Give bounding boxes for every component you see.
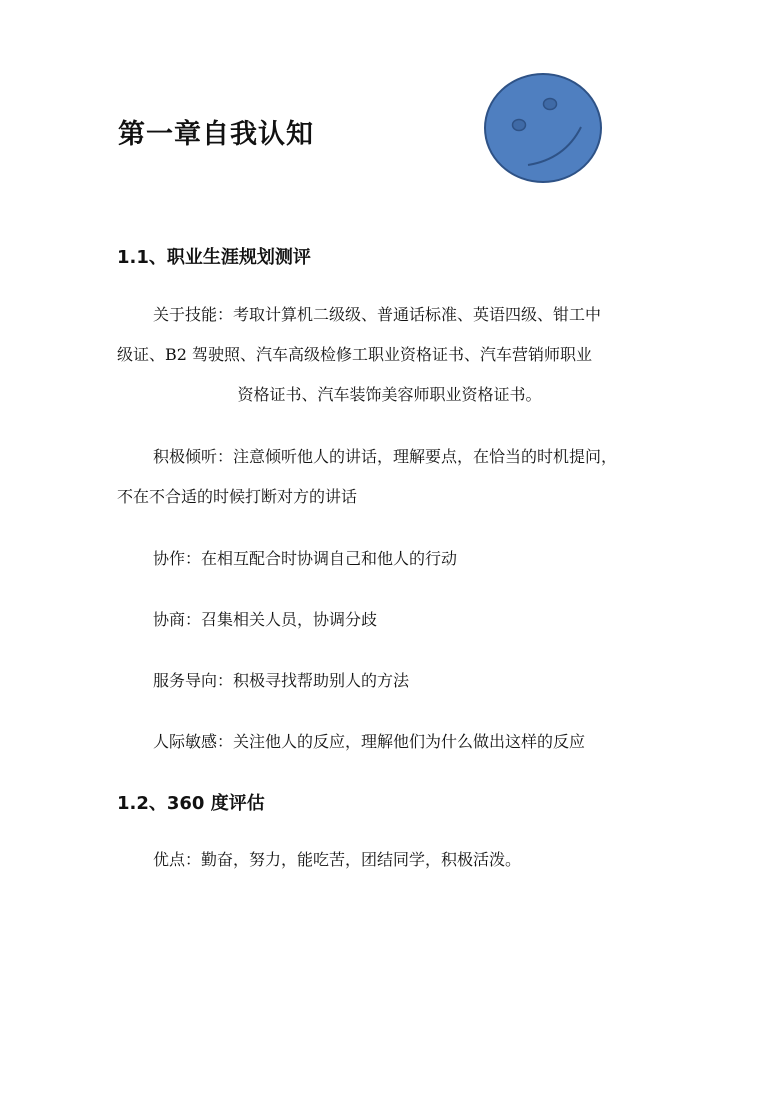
skills-line-2: 级证、B2 驾驶照、汽车高级检修工职业资格证书、汽车营销师职业 (117, 345, 593, 364)
chapter-title: 第一章自我认知 (118, 119, 314, 150)
listening-line-1: 积极倾听：注意倾听他人的讲话，理解要点，在恰当的时机提问， (153, 447, 618, 466)
listening-line-2: 不在不合适的时候打断对方的讲话 (117, 487, 358, 506)
listening-paragraph (117, 437, 662, 517)
strengths-paragraph: 优点：勤奋，努力，能吃苦，团结同学，积极活泼。 (153, 850, 522, 869)
sensitivity-paragraph: 人际敏感：关注他人的反应，理解他们为什么做出这样的反应 (153, 732, 586, 751)
negotiation-paragraph: 协商：召集相关人员，协调分歧 (153, 610, 378, 629)
skills-line-3: 资格证书、汽车装饰美容师职业资格证书。 (237, 385, 542, 404)
section-heading-1-2: 1.2、360 度评估 (117, 793, 265, 814)
smiley-right-eye (544, 99, 557, 110)
smiley-left-eye (513, 120, 526, 131)
skills-line-1: 关于技能：考取计算机二级级、普通话标准、英语四级、钳工中 (153, 305, 602, 324)
service-paragraph: 服务导向：积极寻找帮助别人的方法 (153, 671, 410, 690)
smiley-face-icon (481, 71, 605, 185)
skills-paragraph (117, 295, 662, 415)
cooperation-paragraph: 协作：在相互配合时协调自己和他人的行动 (153, 549, 458, 568)
section-heading-1-1: 1.1、职业生涯规划测评 (117, 247, 311, 268)
smiley-face-circle (485, 74, 601, 182)
